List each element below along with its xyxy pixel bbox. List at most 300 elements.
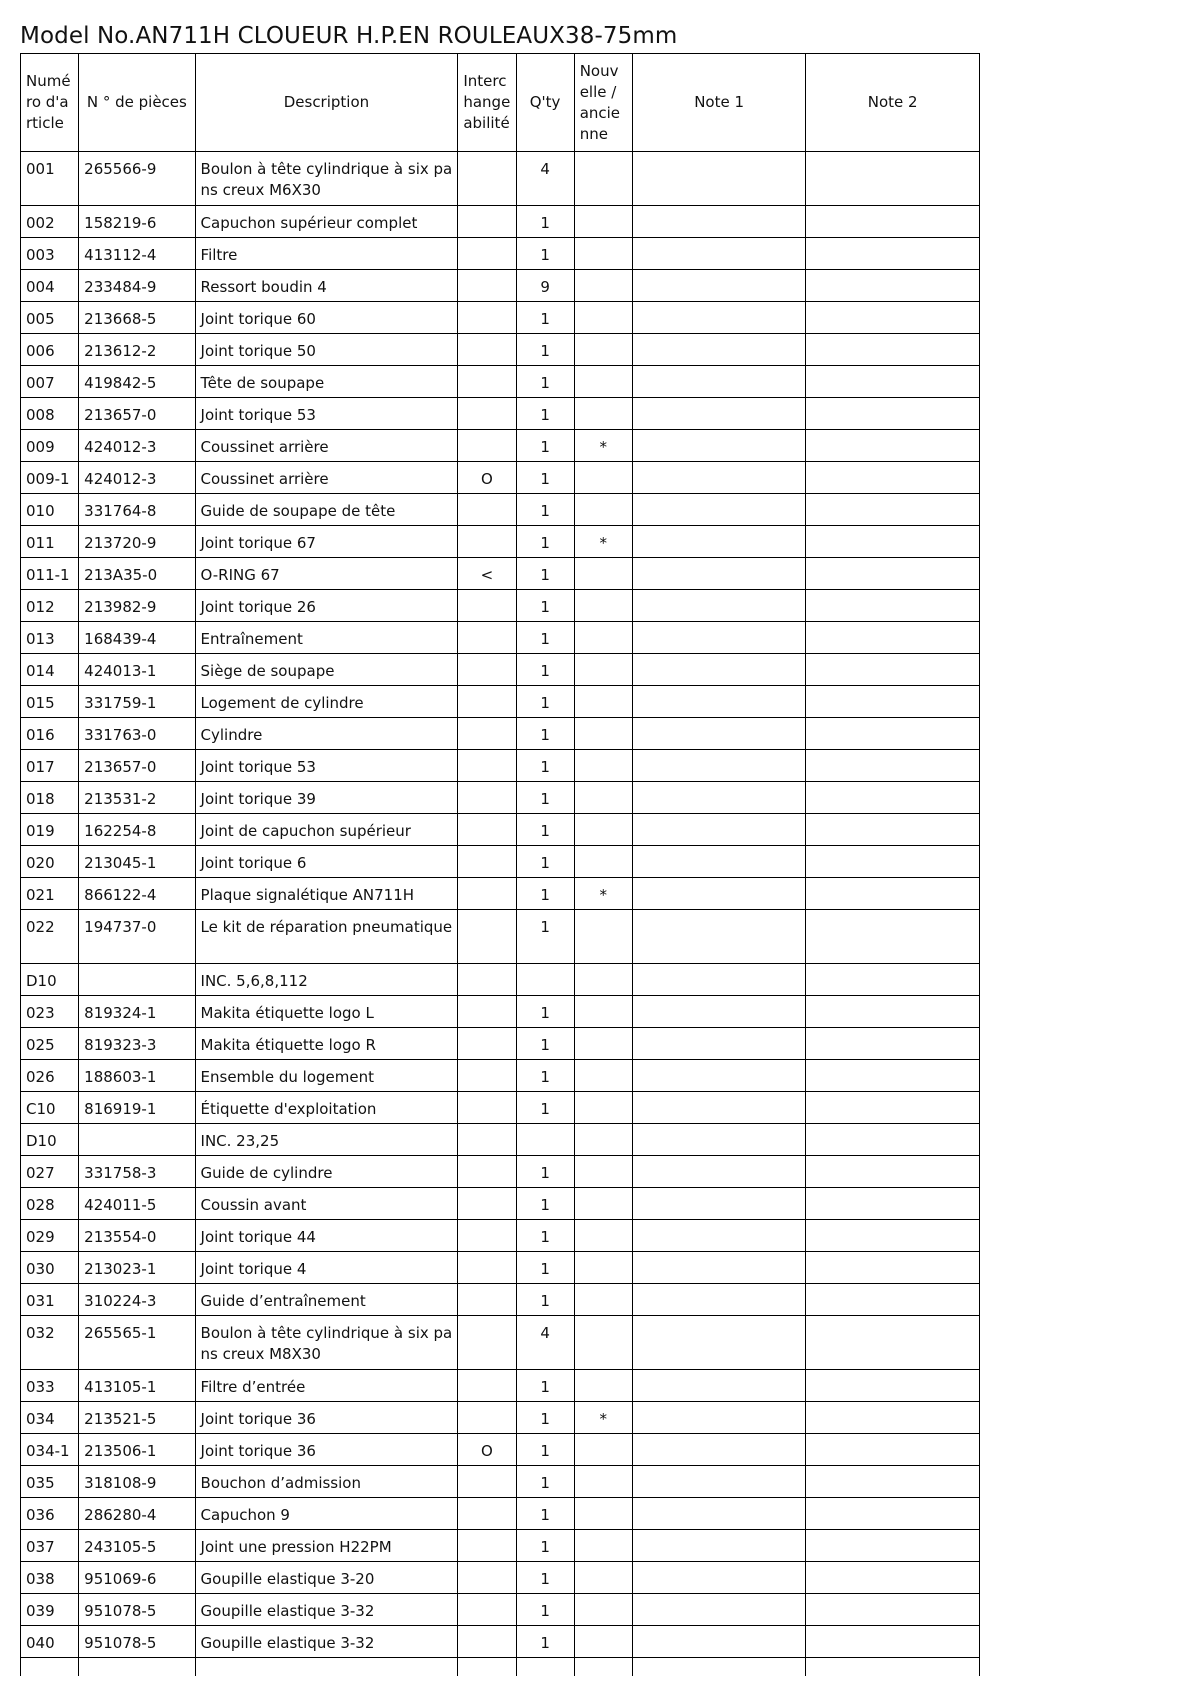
new-old-cell: *: [574, 878, 632, 910]
interchangeability-cell: [458, 1316, 516, 1370]
new-old-cell: [574, 462, 632, 494]
note-2-cell: [806, 1498, 980, 1530]
article-number-cell: 029: [21, 1220, 79, 1252]
quantity-cell: 1: [516, 1252, 574, 1284]
article-number-cell: 012: [21, 590, 79, 622]
empty-cell: [574, 1658, 632, 1676]
note-2-cell: [806, 1252, 980, 1284]
note-2-cell: [806, 1220, 980, 1252]
part-number-cell: 213554-0: [79, 1220, 195, 1252]
note-2-cell: [806, 1028, 980, 1060]
quantity-cell: 1: [516, 1402, 574, 1434]
description-cell: Joint une pression H22PM: [195, 1530, 458, 1562]
empty-cell: [21, 1658, 79, 1676]
description-cell: Logement de cylindre: [195, 686, 458, 718]
note-1-cell: [632, 526, 806, 558]
note-1-cell: [632, 1498, 806, 1530]
article-number-cell: 002: [21, 206, 79, 238]
new-old-cell: [574, 1562, 632, 1594]
interchangeability-cell: [458, 622, 516, 654]
quantity-cell: 1: [516, 878, 574, 910]
table-row: [21, 1466, 980, 1498]
note-1-cell: [632, 1466, 806, 1498]
article-number-cell: 008: [21, 398, 79, 430]
table-row: [21, 846, 980, 878]
table-row: [21, 622, 980, 654]
part-number-cell: 951069-6: [79, 1562, 195, 1594]
note-1-cell: [632, 622, 806, 654]
quantity-cell: 1: [516, 814, 574, 846]
article-number-cell: 020: [21, 846, 79, 878]
description-cell: Goupille elastique 3-32: [195, 1594, 458, 1626]
interchangeability-cell: [458, 398, 516, 430]
article-number-cell: D10: [21, 964, 79, 996]
interchangeability-cell: [458, 1626, 516, 1658]
table-row: [21, 1594, 980, 1626]
article-number-cell: 030: [21, 1252, 79, 1284]
note-2-cell: [806, 654, 980, 686]
note-1-cell: [632, 1530, 806, 1562]
note-1-cell: [632, 270, 806, 302]
note-1-cell: [632, 590, 806, 622]
description-cell: Capuchon supérieur complet: [195, 206, 458, 238]
table-row: [21, 814, 980, 846]
note-2-cell: [806, 1156, 980, 1188]
quantity-cell: 1: [516, 558, 574, 590]
quantity-cell: 1: [516, 526, 574, 558]
table-row: [21, 1252, 980, 1284]
table-row: [21, 750, 980, 782]
description-cell: Goupille elastique 3-20: [195, 1562, 458, 1594]
description-cell: Bouchon d’admission: [195, 1466, 458, 1498]
table-row: [21, 1124, 980, 1156]
quantity-cell: 1: [516, 1060, 574, 1092]
interchangeability-cell: [458, 366, 516, 398]
table-row: [21, 1220, 980, 1252]
quantity-cell: 1: [516, 1530, 574, 1562]
description-cell: Tête de soupape: [195, 366, 458, 398]
quantity-cell: 1: [516, 654, 574, 686]
note-1-cell: [632, 1316, 806, 1370]
note-1-cell: [632, 1060, 806, 1092]
article-number-cell: 025: [21, 1028, 79, 1060]
note-1-cell: [632, 846, 806, 878]
interchangeability-cell: [458, 1466, 516, 1498]
part-number-cell: 213982-9: [79, 590, 195, 622]
interchangeability-cell: [458, 238, 516, 270]
new-old-cell: [574, 1466, 632, 1498]
new-old-cell: [574, 1626, 632, 1658]
new-old-cell: [574, 270, 632, 302]
note-2-cell: [806, 1284, 980, 1316]
article-number-cell: 011-1: [21, 558, 79, 590]
document-title: Model No.AN711H CLOUEUR H.P.EN ROULEAUX38-75mm: [20, 23, 678, 49]
quantity-cell: 1: [516, 1370, 574, 1402]
interchangeability-cell: [458, 654, 516, 686]
note-1-cell: [632, 996, 806, 1028]
quantity-cell: 1: [516, 686, 574, 718]
table-row: [21, 1316, 980, 1370]
quantity-cell: 1: [516, 782, 574, 814]
note-2-cell: [806, 558, 980, 590]
note-1-cell: [632, 558, 806, 590]
description-cell: Le kit de réparation pneumatique: [195, 910, 458, 964]
part-number-cell: 286280-4: [79, 1498, 195, 1530]
description-cell: Filtre d’entrée: [195, 1370, 458, 1402]
note-2-cell: [806, 814, 980, 846]
part-number-cell: 188603-1: [79, 1060, 195, 1092]
table-row: [21, 590, 980, 622]
table-row: [21, 878, 980, 910]
new-old-cell: [574, 910, 632, 964]
new-old-cell: [574, 1124, 632, 1156]
table-row: [21, 1626, 980, 1658]
quantity-cell: 1: [516, 1188, 574, 1220]
quantity-cell: 1: [516, 846, 574, 878]
interchangeability-cell: [458, 846, 516, 878]
note-2-cell: [806, 398, 980, 430]
article-number-cell: 036: [21, 1498, 79, 1530]
quantity-cell: 1: [516, 238, 574, 270]
new-old-cell: [574, 1092, 632, 1124]
part-number-cell: 213521-5: [79, 1402, 195, 1434]
part-number-cell: 233484-9: [79, 270, 195, 302]
part-number-cell: 318108-9: [79, 1466, 195, 1498]
part-number-cell: 265566-9: [79, 152, 195, 206]
interchangeability-cell: [458, 302, 516, 334]
note-2-cell: [806, 846, 980, 878]
part-number-cell: 213506-1: [79, 1434, 195, 1466]
interchangeability-cell: [458, 1092, 516, 1124]
description-cell: Entraînement: [195, 622, 458, 654]
interchangeability-cell: [458, 1188, 516, 1220]
part-number-cell: 331758-3: [79, 1156, 195, 1188]
header-note-2: Note 2: [806, 54, 980, 152]
note-2-cell: [806, 206, 980, 238]
note-2-cell: [806, 526, 980, 558]
note-1-cell: [632, 1402, 806, 1434]
quantity-cell: 1: [516, 302, 574, 334]
table-row: [21, 964, 980, 996]
new-old-cell: [574, 686, 632, 718]
table-row: [21, 302, 980, 334]
interchangeability-cell: [458, 1594, 516, 1626]
note-2-cell: [806, 686, 980, 718]
new-old-cell: [574, 1316, 632, 1370]
note-2-cell: [806, 1594, 980, 1626]
quantity-cell: 1: [516, 398, 574, 430]
article-number-cell: 028: [21, 1188, 79, 1220]
note-1-cell: [632, 910, 806, 964]
header-new-old: Nouvelle / ancienne: [574, 54, 632, 152]
quantity-cell: 1: [516, 1028, 574, 1060]
note-1-cell: [632, 718, 806, 750]
quantity-cell: 9: [516, 270, 574, 302]
interchangeability-cell: [458, 1124, 516, 1156]
table-row: [21, 782, 980, 814]
article-number-cell: 015: [21, 686, 79, 718]
new-old-cell: [574, 964, 632, 996]
article-number-cell: 021: [21, 878, 79, 910]
new-old-cell: [574, 494, 632, 526]
quantity-cell: 4: [516, 1316, 574, 1370]
interchangeability-cell: [458, 1402, 516, 1434]
description-cell: Capuchon 9: [195, 1498, 458, 1530]
table-row: [21, 494, 980, 526]
part-number-cell: 213045-1: [79, 846, 195, 878]
quantity-cell: 1: [516, 334, 574, 366]
note-1-cell: [632, 1028, 806, 1060]
interchangeability-cell: [458, 1562, 516, 1594]
note-1-cell: [632, 964, 806, 996]
quantity-cell: 1: [516, 1498, 574, 1530]
table-row: [21, 366, 980, 398]
quantity-cell: 1: [516, 1626, 574, 1658]
interchangeability-cell: [458, 910, 516, 964]
new-old-cell: [574, 590, 632, 622]
new-old-cell: [574, 206, 632, 238]
parts-table: [20, 53, 980, 1676]
part-number-cell: 866122-4: [79, 878, 195, 910]
new-old-cell: [574, 1284, 632, 1316]
note-1-cell: [632, 1284, 806, 1316]
article-number-cell: 006: [21, 334, 79, 366]
table-row: [21, 1370, 980, 1402]
note-1-cell: [632, 334, 806, 366]
description-cell: Siège de soupape: [195, 654, 458, 686]
table-row-continued: [21, 1658, 980, 1676]
part-number-cell: 213720-9: [79, 526, 195, 558]
description-cell: Joint de capuchon supérieur: [195, 814, 458, 846]
note-1-cell: [632, 814, 806, 846]
note-1-cell: [632, 1252, 806, 1284]
header-quantity: Q'ty: [516, 54, 574, 152]
interchangeability-cell: [458, 270, 516, 302]
description-cell: Goupille elastique 3-32: [195, 1626, 458, 1658]
interchangeability-cell: O: [458, 462, 516, 494]
note-2-cell: [806, 996, 980, 1028]
article-number-cell: 009: [21, 430, 79, 462]
interchangeability-cell: [458, 1252, 516, 1284]
note-2-cell: [806, 1626, 980, 1658]
new-old-cell: [574, 152, 632, 206]
part-number-cell: 413105-1: [79, 1370, 195, 1402]
table-header-row: [21, 54, 980, 152]
table-row: [21, 558, 980, 590]
quantity-cell: 1: [516, 718, 574, 750]
interchangeability-cell: [458, 814, 516, 846]
article-number-cell: D10: [21, 1124, 79, 1156]
interchangeability-cell: O: [458, 1434, 516, 1466]
description-cell: Joint torique 4: [195, 1252, 458, 1284]
note-1-cell: [632, 494, 806, 526]
part-number-cell: 213023-1: [79, 1252, 195, 1284]
article-number-cell: 040: [21, 1626, 79, 1658]
table-row: [21, 1284, 980, 1316]
note-2-cell: [806, 1530, 980, 1562]
new-old-cell: [574, 750, 632, 782]
interchangeability-cell: [458, 782, 516, 814]
note-2-cell: [806, 910, 980, 964]
interchangeability-cell: [458, 996, 516, 1028]
article-number-cell: 019: [21, 814, 79, 846]
new-old-cell: [574, 654, 632, 686]
table-row: [21, 1530, 980, 1562]
part-number-cell: 213531-2: [79, 782, 195, 814]
note-2-cell: [806, 334, 980, 366]
part-number-cell: 331759-1: [79, 686, 195, 718]
description-cell: Filtre: [195, 238, 458, 270]
description-cell: Ressort boudin 4: [195, 270, 458, 302]
table-row: [21, 1562, 980, 1594]
new-old-cell: [574, 1594, 632, 1626]
part-number-cell: 816919-1: [79, 1092, 195, 1124]
description-cell: Plaque signalétique AN711H: [195, 878, 458, 910]
empty-cell: [195, 1658, 458, 1676]
new-old-cell: [574, 996, 632, 1028]
new-old-cell: [574, 718, 632, 750]
note-2-cell: [806, 1092, 980, 1124]
article-number-cell: 017: [21, 750, 79, 782]
note-1-cell: [632, 462, 806, 494]
quantity-cell: 1: [516, 1156, 574, 1188]
note-2-cell: [806, 1060, 980, 1092]
article-number-cell: 033: [21, 1370, 79, 1402]
quantity-cell: 1: [516, 1466, 574, 1498]
part-number-cell: 265565-1: [79, 1316, 195, 1370]
note-1-cell: [632, 1092, 806, 1124]
new-old-cell: [574, 1156, 632, 1188]
part-number-cell: 213A35-0: [79, 558, 195, 590]
description-cell: Joint torique 44: [195, 1220, 458, 1252]
table-row: [21, 996, 980, 1028]
quantity-cell: [516, 964, 574, 996]
table-row: [21, 1402, 980, 1434]
interchangeability-cell: [458, 878, 516, 910]
table-row: [21, 334, 980, 366]
quantity-cell: 1: [516, 1594, 574, 1626]
header-interchangeability: Interchangeabilité: [458, 54, 516, 152]
note-1-cell: [632, 302, 806, 334]
new-old-cell: *: [574, 1402, 632, 1434]
part-number-cell: 331763-0: [79, 718, 195, 750]
header-part-number: N ° de pièces: [79, 54, 195, 152]
note-1-cell: [632, 686, 806, 718]
part-number-cell: 424011-5: [79, 1188, 195, 1220]
note-1-cell: [632, 366, 806, 398]
note-1-cell: [632, 152, 806, 206]
new-old-cell: [574, 846, 632, 878]
table-row: [21, 206, 980, 238]
interchangeability-cell: [458, 1284, 516, 1316]
new-old-cell: *: [574, 526, 632, 558]
description-cell: Joint torique 50: [195, 334, 458, 366]
article-number-cell: 039: [21, 1594, 79, 1626]
description-cell: INC. 5,6,8,112: [195, 964, 458, 996]
interchangeability-cell: [458, 1060, 516, 1092]
new-old-cell: [574, 238, 632, 270]
note-2-cell: [806, 750, 980, 782]
part-number-cell: 213612-2: [79, 334, 195, 366]
new-old-cell: [574, 1188, 632, 1220]
description-cell: Joint torique 36: [195, 1434, 458, 1466]
description-cell: Makita étiquette logo R: [195, 1028, 458, 1060]
note-1-cell: [632, 1124, 806, 1156]
note-2-cell: [806, 152, 980, 206]
article-number-cell: 026: [21, 1060, 79, 1092]
article-number-cell: 031: [21, 1284, 79, 1316]
quantity-cell: 1: [516, 996, 574, 1028]
note-2-cell: [806, 878, 980, 910]
article-number-cell: 016: [21, 718, 79, 750]
article-number-cell: 037: [21, 1530, 79, 1562]
interchangeability-cell: [458, 1370, 516, 1402]
quantity-cell: 4: [516, 152, 574, 206]
part-number-cell: 310224-3: [79, 1284, 195, 1316]
new-old-cell: [574, 1220, 632, 1252]
note-2-cell: [806, 462, 980, 494]
note-2-cell: [806, 964, 980, 996]
description-cell: Joint torique 36: [195, 1402, 458, 1434]
quantity-cell: 1: [516, 494, 574, 526]
empty-cell: [79, 1658, 195, 1676]
header-article: Numéro d'article: [21, 54, 79, 152]
note-2-cell: [806, 1466, 980, 1498]
note-2-cell: [806, 718, 980, 750]
quantity-cell: 1: [516, 1092, 574, 1124]
interchangeability-cell: [458, 750, 516, 782]
parts-table-body: [21, 152, 980, 1676]
table-row: [21, 1434, 980, 1466]
note-1-cell: [632, 782, 806, 814]
article-number-cell: 003: [21, 238, 79, 270]
interchangeability-cell: [458, 1156, 516, 1188]
part-number-cell: 424013-1: [79, 654, 195, 686]
interchangeability-cell: [458, 718, 516, 750]
empty-cell: [516, 1658, 574, 1676]
quantity-cell: 1: [516, 1220, 574, 1252]
new-old-cell: [574, 1252, 632, 1284]
description-cell: Coussinet arrière: [195, 430, 458, 462]
table-row: [21, 1498, 980, 1530]
quantity-cell: 1: [516, 430, 574, 462]
empty-cell: [632, 1658, 806, 1676]
note-1-cell: [632, 1562, 806, 1594]
table-row: [21, 462, 980, 494]
note-1-cell: [632, 750, 806, 782]
article-number-cell: 034-1: [21, 1434, 79, 1466]
note-2-cell: [806, 430, 980, 462]
interchangeability-cell: <: [458, 558, 516, 590]
interchangeability-cell: [458, 206, 516, 238]
description-cell: Coussin avant: [195, 1188, 458, 1220]
new-old-cell: [574, 1498, 632, 1530]
note-1-cell: [632, 238, 806, 270]
description-cell: Étiquette d'exploitation: [195, 1092, 458, 1124]
note-1-cell: [632, 1626, 806, 1658]
note-2-cell: [806, 622, 980, 654]
note-2-cell: [806, 1188, 980, 1220]
note-1-cell: [632, 1156, 806, 1188]
description-cell: Joint torique 39: [195, 782, 458, 814]
description-cell: Joint torique 6: [195, 846, 458, 878]
new-old-cell: [574, 366, 632, 398]
article-number-cell: 010: [21, 494, 79, 526]
article-number-cell: 035: [21, 1466, 79, 1498]
table-row: [21, 526, 980, 558]
note-2-cell: [806, 270, 980, 302]
quantity-cell: 1: [516, 1434, 574, 1466]
